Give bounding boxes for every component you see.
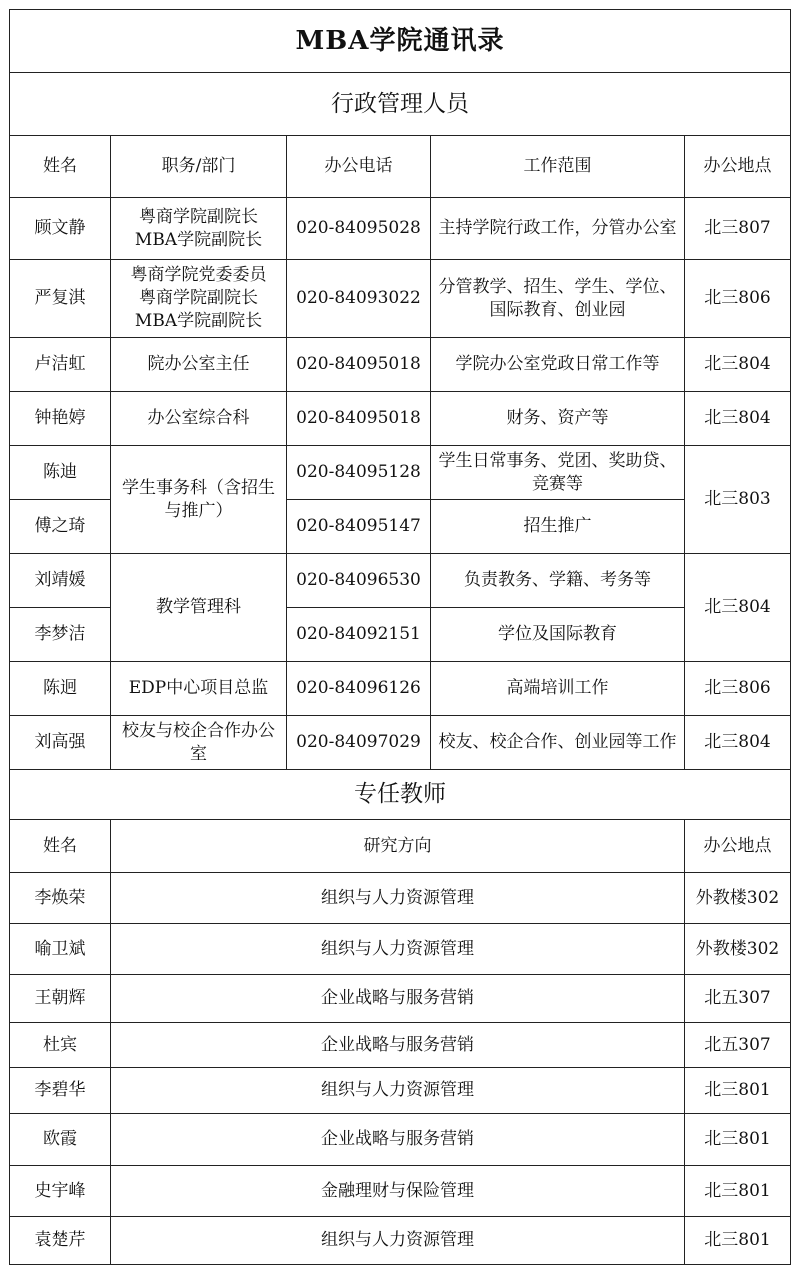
staff-scope: 校友、校企合作、创业园等工作	[431, 716, 685, 770]
staff-position: 办公室综合科	[111, 392, 287, 446]
table-row	[10, 338, 791, 392]
column-header-office: 办公地点	[685, 136, 791, 198]
staff-name: 钟艳婷	[10, 392, 111, 446]
faculty-header-row	[10, 820, 791, 873]
staff-scope: 分管教学、招生、学生、学位、国际教育、创业园	[431, 260, 685, 338]
staff-phone: 020-84096530	[287, 554, 431, 608]
table-row	[10, 1023, 791, 1068]
staff-office: 北三807	[685, 198, 791, 260]
staff-name: 严复淇	[10, 260, 111, 338]
directory-table	[9, 9, 791, 1265]
faculty-name: 袁楚芹	[10, 1217, 111, 1265]
table-row	[10, 716, 791, 770]
faculty-office: 外教楼302	[685, 873, 791, 924]
staff-office: 北三804	[685, 392, 791, 446]
directory-document	[9, 9, 790, 1267]
staff-name: 刘高强	[10, 716, 111, 770]
staff-phone: 020-84097029	[287, 716, 431, 770]
staff-office: 北三806	[685, 260, 791, 338]
table-row	[10, 392, 791, 446]
faculty-research: 企业战略与服务营销	[111, 1114, 685, 1166]
table-row	[10, 662, 791, 716]
staff-position-text: 粤商学院党委委员 粤商学院副院长 MBA学院副院长	[130, 265, 267, 331]
faculty-office: 北三801	[685, 1166, 791, 1217]
staff-office: 北三806	[685, 662, 791, 716]
faculty-office: 北五307	[685, 975, 791, 1023]
faculty-name: 史宇峰	[10, 1166, 111, 1217]
staff-position: 学生事务科（含招生与推广）	[111, 446, 287, 554]
admin-header-row	[10, 136, 791, 198]
faculty-office: 北五307	[685, 1023, 791, 1068]
column-header-office: 办公地点	[685, 820, 791, 873]
staff-position: EDP中心项目总监	[111, 662, 287, 716]
staff-office: 北三804	[685, 338, 791, 392]
table-row	[10, 873, 791, 924]
faculty-name: 李碧华	[10, 1068, 111, 1114]
staff-position: 院办公室主任	[111, 338, 287, 392]
table-row	[10, 1114, 791, 1166]
document-title: MBA学院通讯录	[10, 10, 791, 73]
staff-scope: 招生推广	[431, 500, 685, 554]
staff-office: 北三804	[685, 716, 791, 770]
column-header-name: 姓名	[10, 820, 111, 873]
staff-phone: 020-84093022	[287, 260, 431, 338]
faculty-research: 组织与人力资源管理	[111, 924, 685, 975]
column-header-scope: 工作范围	[431, 136, 685, 198]
table-row	[10, 446, 791, 500]
faculty-office: 北三801	[685, 1114, 791, 1166]
faculty-office: 外教楼302	[685, 924, 791, 975]
staff-name: 李梦洁	[10, 608, 111, 662]
faculty-office: 北三801	[685, 1068, 791, 1114]
staff-name: 刘靖媛	[10, 554, 111, 608]
staff-scope: 学位及国际教育	[431, 608, 685, 662]
staff-position	[111, 260, 287, 338]
staff-phone: 020-84095018	[287, 338, 431, 392]
faculty-research: 企业战略与服务营销	[111, 975, 685, 1023]
table-row	[10, 1166, 791, 1217]
faculty-research: 企业战略与服务营销	[111, 1023, 685, 1068]
staff-position	[111, 198, 287, 260]
table-row	[10, 260, 791, 338]
staff-name: 陈迥	[10, 662, 111, 716]
staff-phone: 020-84095147	[287, 500, 431, 554]
staff-phone: 020-84092151	[287, 608, 431, 662]
faculty-research: 金融理财与保险管理	[111, 1166, 685, 1217]
staff-name: 傅之琦	[10, 500, 111, 554]
staff-position: 校友与校企合作办公室	[111, 716, 287, 770]
staff-name: 卢洁虹	[10, 338, 111, 392]
table-row	[10, 554, 791, 608]
staff-phone: 020-84095128	[287, 446, 431, 500]
column-header-name: 姓名	[10, 136, 111, 198]
faculty-office: 北三801	[685, 1217, 791, 1265]
faculty-research: 组织与人力资源管理	[111, 1068, 685, 1114]
staff-position: 教学管理科	[111, 554, 287, 662]
faculty-name: 王朝辉	[10, 975, 111, 1023]
table-row	[10, 975, 791, 1023]
section-heading-faculty: 专任教师	[10, 770, 791, 820]
faculty-name: 杜宾	[10, 1023, 111, 1068]
staff-scope: 财务、资产等	[431, 392, 685, 446]
faculty-research: 组织与人力资源管理	[111, 873, 685, 924]
section-heading-admin: 行政管理人员	[10, 73, 791, 136]
table-row	[10, 198, 791, 260]
staff-phone: 020-84096126	[287, 662, 431, 716]
staff-name: 顾文静	[10, 198, 111, 260]
staff-scope: 负责教务、学籍、考务等	[431, 554, 685, 608]
faculty-name: 欧霞	[10, 1114, 111, 1166]
staff-position-text: 粤商学院副院长 MBA学院副院长	[134, 206, 263, 250]
faculty-research: 组织与人力资源管理	[111, 1217, 685, 1265]
table-row	[10, 924, 791, 975]
staff-office: 北三803	[685, 446, 791, 554]
staff-scope: 主持学院行政工作，分管办公室	[431, 198, 685, 260]
staff-name: 陈迪	[10, 446, 111, 500]
staff-scope: 学生日常事务、党团、奖助贷、竞赛等	[431, 446, 685, 500]
column-header-position: 职务/部门	[111, 136, 287, 198]
faculty-name: 喻卫斌	[10, 924, 111, 975]
staff-office: 北三804	[685, 554, 791, 662]
staff-scope: 高端培训工作	[431, 662, 685, 716]
staff-phone: 020-84095028	[287, 198, 431, 260]
table-row	[10, 1217, 791, 1265]
staff-scope: 学院办公室党政日常工作等	[431, 338, 685, 392]
staff-phone: 020-84095018	[287, 392, 431, 446]
column-header-phone: 办公电话	[287, 136, 431, 198]
column-header-research: 研究方向	[111, 820, 685, 873]
faculty-name: 李焕荣	[10, 873, 111, 924]
table-row	[10, 1068, 791, 1114]
